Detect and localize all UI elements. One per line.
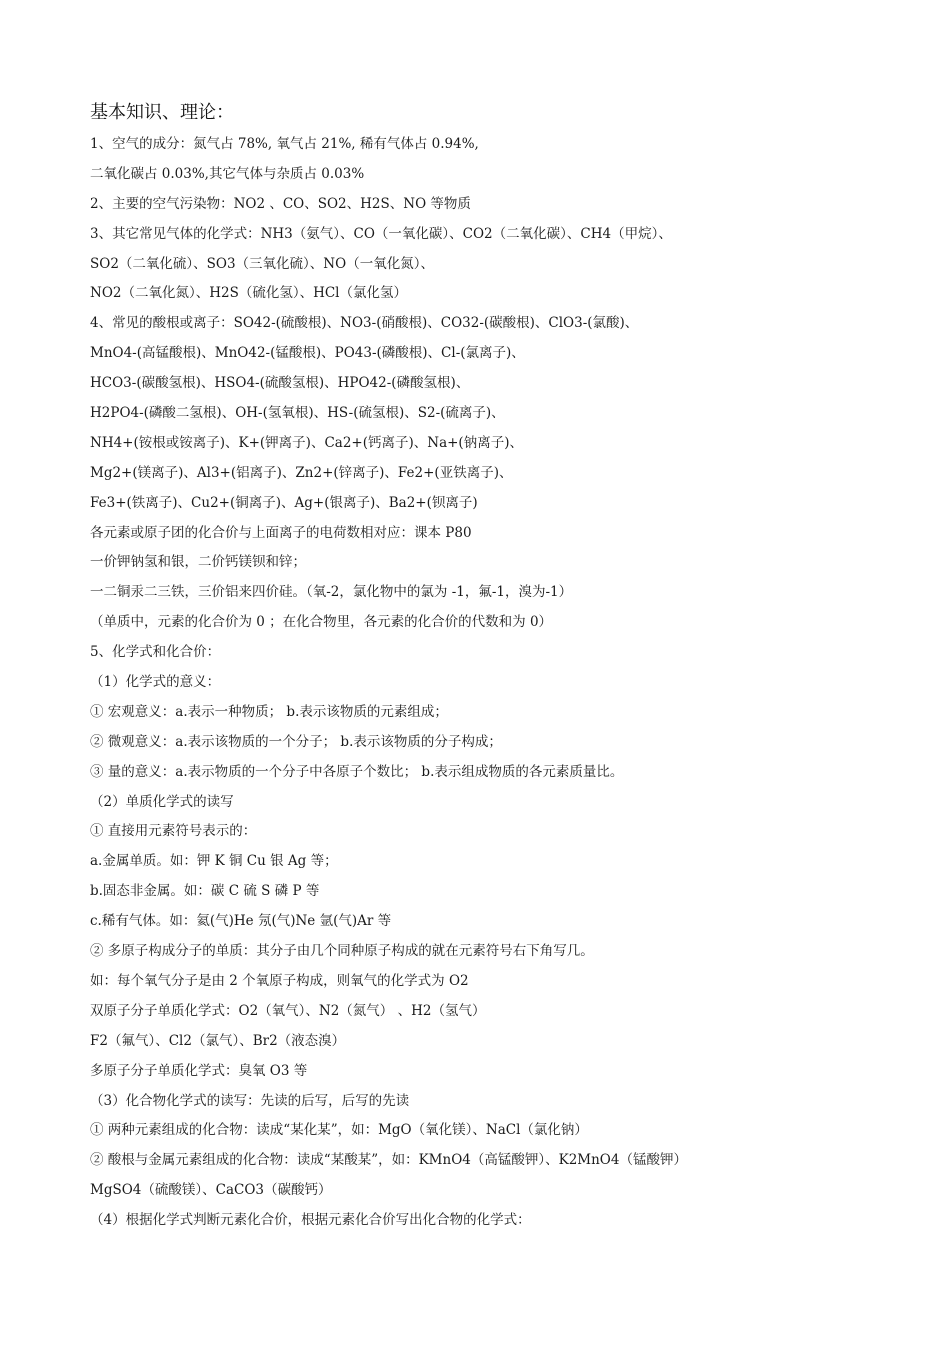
text-line: HCO3-(碳酸氢根)、HSO4-(硫酸氢根)、HPO42-(磷酸氢根)、 bbox=[90, 375, 470, 392]
text-line: （1）化学式的意义： bbox=[90, 674, 221, 691]
text-line: 多原子分子单质化学式：臭氧 O3 等 bbox=[90, 1062, 308, 1079]
text-line: 5、化学式和化合价： bbox=[90, 644, 221, 661]
text-line: Mg2+(镁离子)、Al3+(铝离子)、Zn2+(锌离子)、Fe2+(亚铁离子)、 bbox=[90, 464, 513, 481]
text-line: ① 直接用元素符号表示的： bbox=[90, 823, 257, 840]
text-line: c.稀有气体。如：氦(气)He 氖(气)Ne 氩(气)Ar 等 bbox=[90, 913, 392, 930]
text-line: ① 两种元素组成的化合物：读成“某化某”，如：MgO（氧化镁）、NaCl（氯化钠） bbox=[90, 1122, 588, 1139]
text-line: 一二铜汞二三铁，三价铝来四价硅。（氧-2，氯化物中的氯为 -1，氟-1，溴为-1） bbox=[90, 584, 573, 601]
text-line: ③ 量的意义：a.表示物质的一个分子中各原子个数比； b.表示组成物质的各元素质量比。 bbox=[90, 763, 624, 780]
text-line: 各元素或原子团的化合价与上面离子的电荷数相对应：课本 P80 bbox=[90, 524, 472, 541]
text-line: 双原子分子单质化学式：O2（氧气）、N2（氮气） 、H2（氢气） bbox=[90, 1002, 486, 1019]
text-line: NO2（二氧化氮）、H2S（硫化氢）、HCl（氯化氢） bbox=[90, 285, 407, 302]
document-title: 基本知识、理论： bbox=[90, 102, 234, 123]
text-line: 2、主要的空气污染物：NO2 、CO、SO2、H2S、NO 等物质 bbox=[90, 195, 471, 212]
text-line: （3）化合物化学式的读写：先读的后写，后写的先读 bbox=[90, 1092, 410, 1109]
text-line: F2（氟气）、Cl2（氯气）、Br2（液态溴） bbox=[90, 1032, 346, 1049]
text-line: （单质中，元素的化合价为 0 ；在化合物里，各元素的化合价的代数和为 0） bbox=[90, 614, 553, 631]
text-line: SO2（二氧化硫）、SO3（三氧化硫）、NO（一氧化氮）、 bbox=[90, 255, 434, 272]
text-line: MgSO4（硫酸镁）、CaCO3（碳酸钙） bbox=[90, 1182, 332, 1199]
text-line: 3、其它常见气体的化学式：NH3（氨气）、CO（一氧化碳）、CO2（二氧化碳）、CH4（甲烷）、 bbox=[90, 225, 672, 242]
text-line: ② 多原子构成分子的单质：其分子由几个同种原子构成的就在元素符号右下角写几。 bbox=[90, 943, 594, 960]
text-line: NH4+(铵根或铵离子)、K+(钾离子)、Ca2+(钙离子)、Na+(钠离子)、 bbox=[90, 434, 523, 451]
text-line: ② 酸根与金属元素组成的化合物：读成“某酸某”，如：KMnO4（高锰酸钾）、K2MnO4（锰酸钾） bbox=[90, 1152, 687, 1169]
text-line: H2PO4-(磷酸二氢根)、OH-(氢氧根)、HS-(硫氢根)、S2-(硫离子)、 bbox=[90, 405, 505, 422]
text-line: （2）单质化学式的读写 bbox=[90, 793, 234, 810]
text-line: 如：每个氧气分子是由 2 个氧原子构成，则氧气的化学式为 O2 bbox=[90, 972, 469, 989]
text-line: Fe3+(铁离子)、Cu2+(铜离子)、Ag+(银离子)、Ba2+(钡离子) bbox=[90, 494, 478, 511]
text-line: ② 微观意义：a.表示该物质的一个分子； b.表示该物质的分子构成； bbox=[90, 733, 502, 750]
text-lines bbox=[90, 130, 890, 1236]
text-line: 一价钾钠氢和银，二价钙镁钡和锌； bbox=[90, 554, 306, 571]
text-line: MnO4-(高锰酸根)、MnO42-(锰酸根)、PO43-(磷酸根)、Cl-(氯离子)、 bbox=[90, 345, 525, 362]
text-line: 二氧化碳占 0.03%,其它气体与杂质占 0.03% bbox=[90, 165, 365, 182]
text-line: a.金属单质。如：钾 K 铜 Cu 银 Ag 等； bbox=[90, 853, 338, 870]
document-body bbox=[90, 96, 890, 1236]
text-line: 4、常见的酸根或离子：SO42-(硫酸根)、NO3-(硝酸根)、CO32-(碳酸根)、ClO3-(氯酸)、 bbox=[90, 315, 639, 332]
text-line: ① 宏观意义：a.表示一种物质； b.表示该物质的元素组成； bbox=[90, 703, 448, 720]
text-line: 1、空气的成分：氮气占 78%, 氧气占 21%, 稀有气体占 0.94%, bbox=[90, 136, 479, 152]
text-line: （4）根据化学式判断元素化合价，根据元素化合价写出化合物的化学式： bbox=[90, 1212, 531, 1229]
text-line: b.固态非金属。如：碳 C 硫 S 磷 P 等 bbox=[90, 883, 320, 900]
